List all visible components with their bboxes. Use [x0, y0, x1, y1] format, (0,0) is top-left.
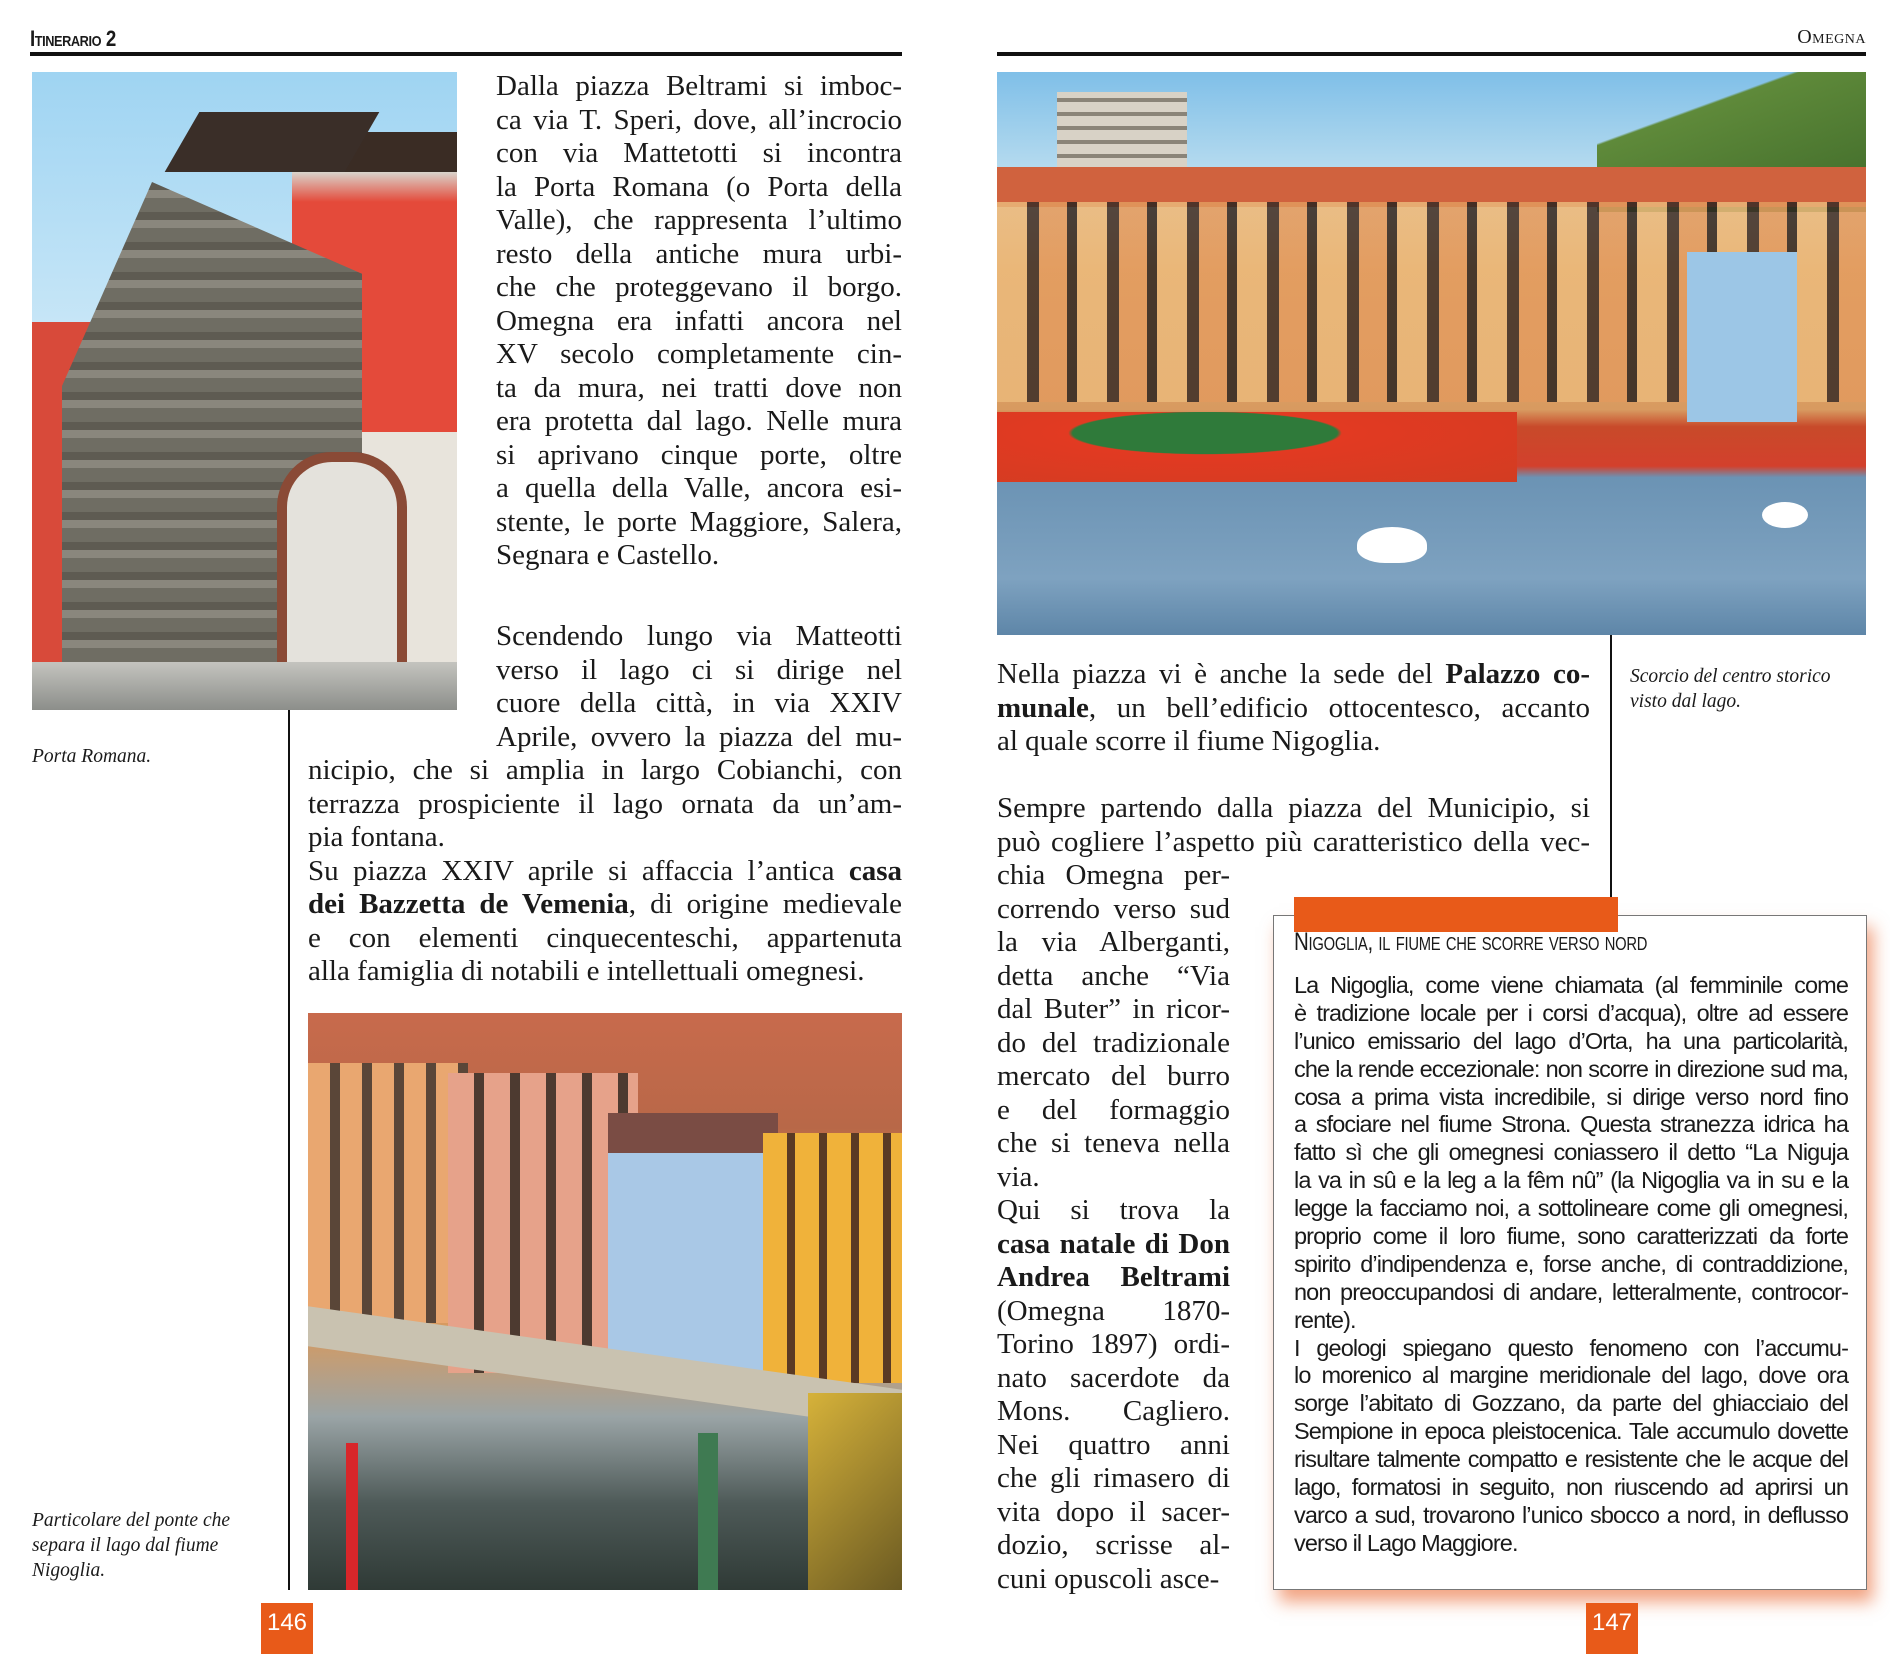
- text-segment: terrazza prospiciente il lago ornata da un’am-: [308, 787, 902, 820]
- text-segment: dozio, scrisse al-: [997, 1529, 1230, 1561]
- running-header-left: Itinerario 2: [30, 26, 116, 51]
- text-line: [1294, 1390, 1848, 1418]
- text-line: [496, 721, 902, 755]
- sidebar-title: Nigoglia, il fiume che scorre verso nord: [1294, 928, 1648, 956]
- text-segment: Segnara e Castello.: [496, 539, 720, 571]
- bold-text: dei Bazzetta de Vemenia: [308, 888, 629, 920]
- text-segment: è tradizione locale per i corsi d’acqua), oltre ad essere: [1294, 999, 1848, 1026]
- text-line: [997, 1328, 1230, 1362]
- caption-line: Scorcio del centro storico: [1630, 666, 1831, 687]
- text-line: [997, 926, 1230, 960]
- text-line: [496, 405, 902, 439]
- page-number-left: 146: [261, 1603, 313, 1654]
- text-line: [997, 1496, 1230, 1530]
- text-line: [997, 893, 1230, 927]
- text-segment: può cogliere l’aspetto più caratteristico della vec-: [997, 825, 1590, 858]
- text-line: [1294, 1474, 1848, 1502]
- text-segment: lo morenico al margine meridionale del lago, dove ora: [1294, 1362, 1848, 1389]
- text-segment: era protetta dal lago. Nelle mura: [496, 405, 902, 437]
- text-line: [997, 1563, 1230, 1597]
- text-segment: l’unico emissario del lago d’Orta, ha una particolarità,: [1294, 1027, 1848, 1054]
- text-line: [1294, 1167, 1848, 1195]
- text-line: [308, 955, 902, 989]
- text-line: [1294, 1223, 1848, 1251]
- text-block-matteotti: [496, 620, 902, 754]
- text-line: [997, 1161, 1230, 1195]
- text-segment: e del formaggio: [997, 1093, 1230, 1126]
- text-segment: Sempione in epoca pleistocenica. Tale accumulo dovette: [1294, 1418, 1848, 1445]
- text-block-palazzo-comunale: [997, 658, 1590, 759]
- text-segment: varco a sud, trovarono l’unico sbocco a nord, in deflusso: [1294, 1501, 1848, 1528]
- text-segment: rente).: [1294, 1306, 1356, 1333]
- text-line: [308, 888, 902, 922]
- text-segment: resto della antiche mura urbi-: [496, 237, 902, 270]
- text-line: [997, 658, 1590, 692]
- text-line: [1294, 1335, 1848, 1363]
- photo-centro-storico-dal-lago: [997, 72, 1866, 635]
- text-segment: lago, formatosi in seguito, non riuscendo ad aprirsi un: [1294, 1474, 1848, 1501]
- text-segment: via.: [997, 1160, 1040, 1193]
- text-line: [997, 725, 1590, 759]
- text-segment: vita dopo il sacer-: [997, 1495, 1230, 1528]
- text-line: [496, 104, 902, 138]
- text-line: [308, 821, 902, 855]
- text-line: [997, 1362, 1230, 1396]
- text-line: [496, 439, 902, 473]
- text-line: [997, 1261, 1230, 1295]
- bold-text: casa: [848, 854, 902, 887]
- caption-line: separa il lago dal fiume: [32, 1535, 219, 1556]
- text-block-municipio: [308, 754, 902, 989]
- text-segment: dal Buter” in ricor-: [997, 993, 1230, 1025]
- text-segment: sorge l’abitato di Gozzano, da parte del ghiacciaio del: [1294, 1390, 1848, 1417]
- bold-text: casa natale di Don: [997, 1227, 1230, 1260]
- text-line: [997, 1462, 1230, 1496]
- text-line: [997, 1395, 1230, 1429]
- text-line: [997, 1295, 1230, 1329]
- text-line: [1294, 1279, 1848, 1307]
- text-segment: legge la facciamo noi, a sottolineare come gli omegnesi,: [1294, 1195, 1848, 1222]
- text-segment: la va in sû e la leg a la fêm nû” (la Nigoglia va in su e la: [1294, 1167, 1848, 1194]
- bold-text: Andrea Beltrami: [997, 1261, 1230, 1293]
- text-block-intro: [496, 70, 902, 573]
- text-line: [997, 1194, 1230, 1228]
- text-segment: con via Mattetotti si incontra: [496, 137, 902, 169]
- text-segment: Mons. Cagliero.: [997, 1395, 1230, 1427]
- text-line: [997, 792, 1590, 826]
- text-line: [1294, 1362, 1848, 1390]
- text-line: [496, 204, 902, 238]
- text-segment: La Nigoglia, come viene chiamata (al femminile come: [1294, 972, 1848, 998]
- text-segment: a sfociare nel fiume Strona. Questa stranezza idrica ha: [1294, 1111, 1848, 1138]
- text-line: [997, 1228, 1230, 1262]
- text-line: [997, 826, 1590, 860]
- text-line: [496, 539, 902, 573]
- text-segment: a quella della Valle, ancora esi-: [496, 472, 902, 504]
- text-block-narrow-column: [997, 859, 1230, 1596]
- text-line: [496, 620, 902, 654]
- text-segment: verso il lago ci si dirige nel: [496, 653, 902, 686]
- text-segment: I geologi spiegano questo fenomeno con l’accumu-: [1294, 1334, 1848, 1361]
- text-line: [1294, 972, 1848, 1000]
- header-rule-right: [997, 52, 1866, 56]
- text-segment: XV secolo completamente cin-: [496, 338, 902, 370]
- column-rule-right: [1610, 635, 1612, 897]
- text-segment: Omegna era infatti ancora nel: [496, 304, 902, 337]
- text-segment: alla famiglia di notabili e intellettuali omegnesi.: [308, 955, 865, 987]
- text-segment: Sempre partendo dalla piazza del Municipio, si: [997, 792, 1590, 824]
- text-segment: che la rende eccezionale: non scorre in direzione sud ma,: [1294, 1055, 1848, 1082]
- text-line: [1294, 1000, 1848, 1028]
- text-line: [997, 1127, 1230, 1161]
- text-line: [1294, 1111, 1848, 1139]
- text-segment: la via Alberganti,: [997, 926, 1230, 958]
- text-line: [997, 993, 1230, 1027]
- text-segment: Nei quattro anni: [997, 1428, 1230, 1461]
- text-line: [496, 372, 902, 406]
- caption-line: visto dal lago.: [1630, 691, 1742, 712]
- text-segment: correndo verso sud: [997, 892, 1230, 925]
- text-line: [997, 692, 1590, 726]
- text-line: [308, 754, 902, 788]
- text-segment: Valle), che rappresenta l’ultimo: [496, 204, 902, 236]
- text-segment: al quale scorre il fiume Nigoglia.: [997, 725, 1381, 757]
- text-segment: chia Omegna per-: [997, 859, 1230, 891]
- column-rule-left: [288, 710, 290, 1590]
- text-segment: detta anche “Via: [997, 959, 1230, 992]
- text-line: [496, 137, 902, 171]
- text-segment: la Porta Romana (o Porta della: [496, 170, 902, 203]
- text-line: [496, 238, 902, 272]
- text-segment: proprio come il loro fiume, sono caratterizzati da forte: [1294, 1223, 1848, 1250]
- text-line: [1294, 1139, 1848, 1167]
- text-segment: Aprile, ovvero la piazza del mu-: [496, 720, 902, 753]
- text-line: [1294, 1418, 1848, 1446]
- text-line: [997, 1094, 1230, 1128]
- text-segment: Torino 1897) ordi-: [997, 1328, 1230, 1360]
- text-segment: che che proteggevano il borgo.: [496, 271, 902, 303]
- text-segment: ca via T. Speri, dove, all’incrocio: [496, 103, 902, 136]
- text-segment: (Omegna 1870-: [997, 1294, 1230, 1327]
- text-segment: pia fontana.: [308, 821, 445, 853]
- text-segment: Qui si trova la: [997, 1194, 1230, 1226]
- photo-porta-romana: [32, 72, 457, 710]
- text-line: [1294, 1056, 1848, 1084]
- text-line: [997, 960, 1230, 994]
- text-segment: do del tradizionale: [997, 1026, 1230, 1059]
- text-line: [997, 1027, 1230, 1061]
- text-segment: spirito d’indipendenza e, forse anche, di contraddizione,: [1294, 1250, 1848, 1277]
- caption-line: Nigoglia.: [32, 1560, 106, 1581]
- text-segment: non preoccupandosi di andare, letteralmente, controcor-: [1294, 1278, 1848, 1305]
- text-segment: nato sacerdote da: [997, 1361, 1230, 1394]
- text-line: [496, 472, 902, 506]
- caption-porta-romana: Porta Romana.: [32, 746, 152, 767]
- running-header-right: Omegna: [1797, 26, 1866, 48]
- text-segment: ta da mura, nei tratti dove non: [496, 371, 902, 404]
- text-segment: , un bell’edificio ottocentesco, accanto: [1088, 691, 1590, 724]
- text-line: [1294, 1530, 1848, 1558]
- sidebar-accent-bar: [1294, 897, 1618, 932]
- text-segment: che si teneva nella: [997, 1127, 1230, 1159]
- caption-line: Particolare del ponte che: [32, 1510, 231, 1531]
- text-line: [1294, 1195, 1848, 1223]
- photo-ponte-nigoglia: [308, 1013, 902, 1590]
- text-segment: nicipio, che si amplia in largo Cobianchi, con: [308, 754, 902, 786]
- text-line: [1294, 1084, 1848, 1112]
- text-line: [997, 1529, 1230, 1563]
- text-segment: Su piazza XXIV aprile si affaccia l’antica: [308, 854, 849, 887]
- text-segment: verso il Lago Maggiore.: [1294, 1529, 1518, 1556]
- text-segment: risultare talmente compatto e resistente che le acque del: [1294, 1446, 1848, 1473]
- text-line: [496, 305, 902, 339]
- text-segment: mercato del burro: [997, 1060, 1230, 1092]
- text-line: [1294, 1446, 1848, 1474]
- text-segment: Scendendo lungo via Matteotti: [496, 620, 902, 652]
- text-line: [1294, 1028, 1848, 1056]
- text-segment: , di origine medievale: [628, 888, 902, 920]
- text-segment: e con elementi cinquecenteschi, appartenuta: [308, 921, 902, 954]
- text-line: [496, 171, 902, 205]
- text-segment: cuni opuscoli asce-: [997, 1562, 1220, 1595]
- text-line: [1294, 1307, 1848, 1335]
- sidebar-text: [1294, 972, 1848, 1558]
- text-line: [496, 271, 902, 305]
- text-line: [997, 1060, 1230, 1094]
- text-line: [308, 855, 902, 889]
- caption-ponte: [32, 1508, 230, 1583]
- text-line: [496, 70, 902, 104]
- page-number-right: 147: [1586, 1603, 1638, 1654]
- text-line: [496, 687, 902, 721]
- text-segment: Nella piazza vi è anche la sede del: [997, 658, 1446, 690]
- bold-text: munale: [997, 691, 1089, 724]
- text-line: [496, 654, 902, 688]
- text-block-municipio-vecchia: [997, 792, 1590, 859]
- text-segment: si aprivano cinque porte, oltre: [496, 438, 902, 471]
- text-line: [1294, 1502, 1848, 1530]
- text-line: [1294, 1251, 1848, 1279]
- text-segment: cosa a prima vista incredibile, si dirige verso nord fino: [1294, 1083, 1848, 1110]
- caption-centro-storico: [1630, 664, 1831, 714]
- text-line: [997, 1429, 1230, 1463]
- bold-text: Palazzo co-: [1445, 658, 1590, 690]
- text-line: [997, 859, 1230, 893]
- text-segment: stente, le porte Maggiore, Salera,: [496, 505, 902, 538]
- text-segment: Dalla piazza Beltrami si imboc-: [496, 70, 902, 102]
- text-segment: fatto sì che gli omegnesi coniassero il detto “La Niguja: [1294, 1139, 1848, 1166]
- text-line: [496, 338, 902, 372]
- text-segment: che gli rimasero di: [997, 1462, 1230, 1494]
- text-line: [308, 922, 902, 956]
- text-line: [308, 788, 902, 822]
- header-rule-left: [30, 52, 902, 56]
- text-line: [496, 506, 902, 540]
- text-segment: cuore della città, in via XXIV: [496, 687, 902, 719]
